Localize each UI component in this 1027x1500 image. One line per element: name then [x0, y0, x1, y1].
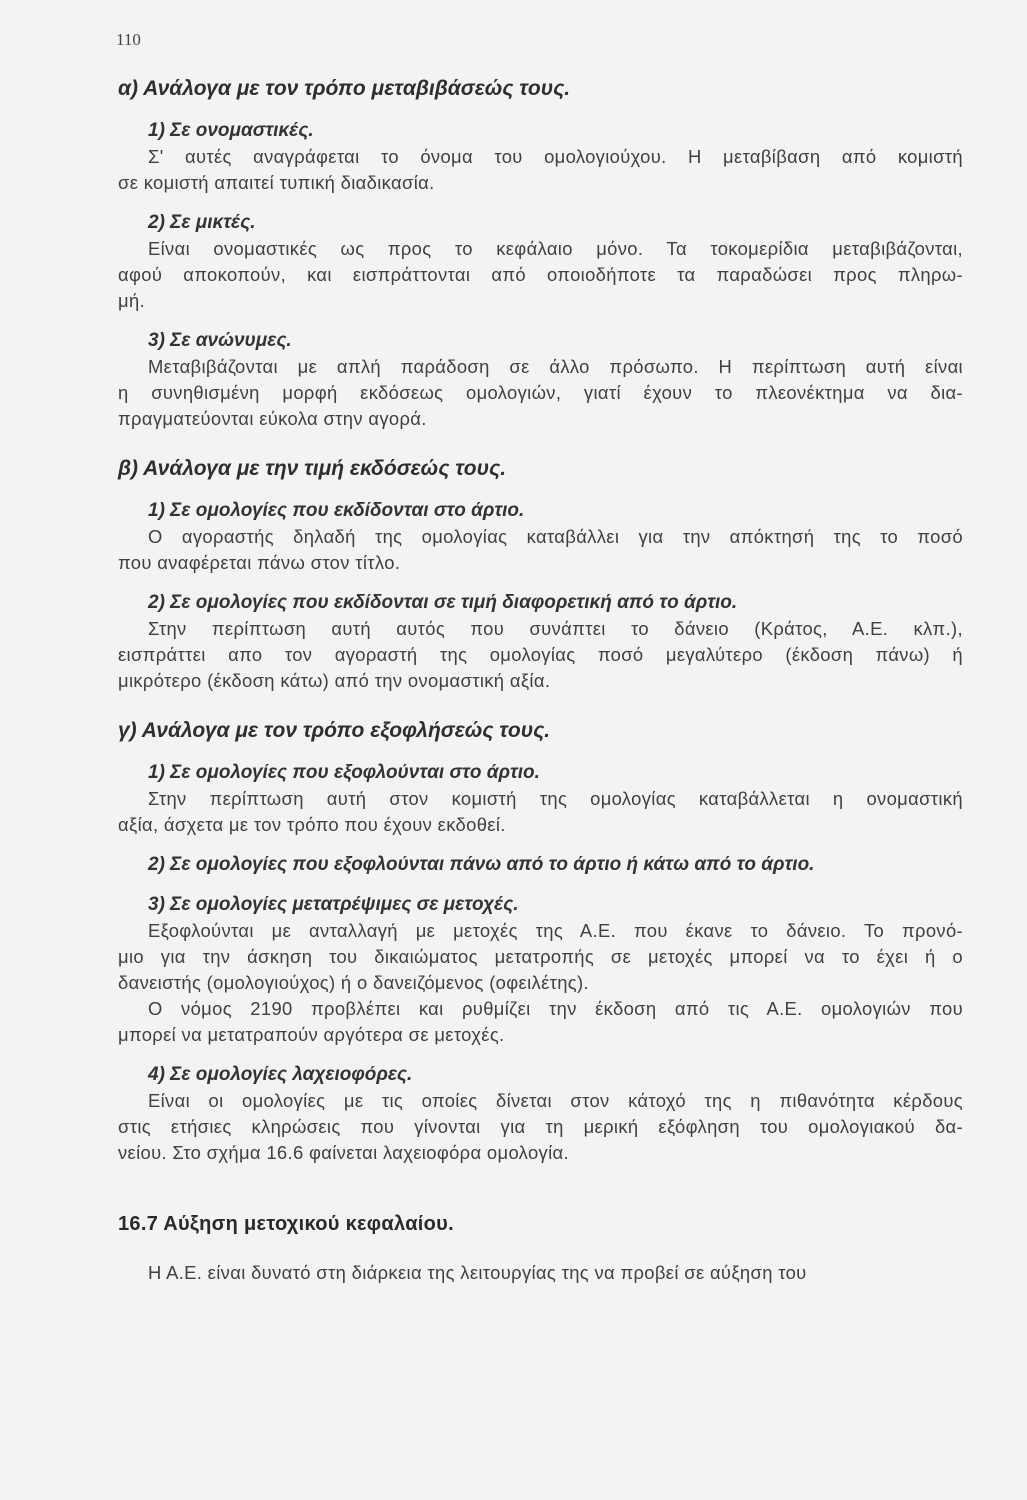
text-line: Στην περίπτωση αυτή αυτός που συνάπτει το δάνειο (Κράτος, Α.Ε. κλπ.), — [148, 618, 963, 639]
paragraph-mixed — [118, 236, 963, 314]
paragraph-registered — [118, 144, 963, 196]
subheading-non-par-issue: 2) Σε ομολογίες που εκδίδονται σε τιμή διαφορετική από το άρτιο. — [148, 592, 738, 613]
text-line: πραγματεύονται εύκολα στην αγορά. — [118, 408, 427, 429]
paragraph-non-par-issue — [118, 616, 963, 694]
subheading-at-par-redemption: 1) Σε ομολογίες που εξοφλούνται στο άρτιο. — [148, 762, 540, 783]
text-line: Στην περίπτωση αυτή στον κομιστή της ομολογίας καταβάλλεται η ονομαστική — [148, 788, 963, 809]
subheading-above-below-par: 2) Σε ομολογίες που εξοφλούνται πάνω από το άρτιο ή κάτω από το άρτιο. — [148, 854, 815, 875]
text-line: σε κομιστή απαιτεί τυπική διαδικασία. — [118, 172, 435, 193]
text-line: Η Α.Ε. είναι δυνατό στη διάρκεια της λειτουργίας της να προβεί σε αύξηση του — [148, 1262, 807, 1283]
text-line: δανειστής (ομολογιούχος) ή ο δανειζόμενος (οφειλέτης). — [118, 972, 589, 993]
text-line: Είναι ονομαστικές ως προς το κεφάλαιο μόνο. Τα τοκομερίδια μεταβιβάζονται, — [148, 238, 963, 259]
text-line: Είναι οι ομολογίες με τις οποίες δίνεται στον κάτοχό της η πιθανότητα κέρδους — [148, 1090, 963, 1111]
paragraph-at-par-issue — [118, 524, 963, 576]
page-number: 110 — [116, 30, 141, 49]
text-line: μιο για την άσκηση του δικαιώματος μετατροπής σε μετοχές μπορεί να το έχει ή ο — [118, 946, 963, 967]
text-line: Σ' αυτές αναγράφεται το όνομα του ομολογιούχου. Η μεταβίβαση από κομιστή — [148, 146, 963, 167]
text-line: Ο νόμος 2190 προβλέπει και ρυθμίζει την έκδοση από τις Α.Ε. ομολογιών που — [148, 998, 963, 1019]
text-line: στις ετήσιες κληρώσεις που γίνονται για τη μερική εξόφληση του ομολογιακού δα- — [118, 1116, 963, 1137]
text-line: η συνηθισμένη μορφή εκδόσεως ομολογιών, γιατί έχουν το πλεονέκτημα να δια- — [118, 382, 963, 403]
section-heading-gamma: γ) Ανάλογα με τον τρόπο εξοφλήσεώς τους. — [118, 719, 551, 742]
paragraph-convertible — [118, 918, 963, 1048]
text-line: Μεταβιβάζονται με απλή παράδοση σε άλλο πρόσωπο. Η περίπτωση αυτή είναι — [148, 356, 963, 377]
section-heading-alpha: α) Ανάλογα με τον τρόπο μεταβιβάσεώς τους. — [118, 77, 571, 100]
text-line: Ο αγοραστής δηλαδή της ομολογίας καταβάλλει για την απόκτησή της το ποσό — [148, 526, 963, 547]
paragraph-at-par-redemption — [118, 786, 963, 838]
paragraph-bearer — [118, 354, 963, 432]
text-line: νείου. Στο σχήμα 16.6 φαίνεται λαχειοφόρα ομολογία. — [118, 1142, 569, 1163]
text-line: μή. — [118, 290, 145, 311]
paragraph-capital-increase — [118, 1260, 963, 1286]
subheading-lottery: 4) Σε ομολογίες λαχειοφόρες. — [148, 1064, 413, 1085]
text-line: αφού αποκοπούν, και εισπράττονται από οποιοδήποτε τα παραδώσει προς πληρω- — [118, 264, 963, 285]
page-content — [118, 74, 963, 1286]
subheading-mixed: 2) Σε μικτές. — [148, 212, 256, 233]
text-line: μπορεί να μετατραπούν αργότερα σε μετοχές. — [118, 1024, 505, 1045]
subheading-bearer: 3) Σε ανώνυμες. — [148, 330, 292, 351]
paragraph-lottery — [118, 1088, 963, 1166]
text-line: που αναφέρεται πάνω στον τίτλο. — [118, 552, 401, 573]
subheading-convertible: 3) Σε ομολογίες μετατρέψιμες σε μετοχές. — [148, 894, 519, 915]
chapter-heading: 16.7 Αύξηση μετοχικού κεφαλαίου. — [118, 1213, 454, 1235]
subheading-registered: 1) Σε ονομαστικές. — [148, 120, 314, 141]
section-heading-beta: β) Ανάλογα με την τιμή εκδόσεώς τους. — [118, 457, 507, 480]
subheading-at-par-issue: 1) Σε ομολογίες που εκδίδονται στο άρτιο. — [148, 500, 525, 521]
text-line: αξία, άσχετα με τον τρόπο που έχουν εκδοθεί. — [118, 814, 506, 835]
text-line: μικρότερο (έκδοση κάτω) από την ονομαστική αξία. — [118, 670, 551, 691]
text-line: εισπράττει απο τον αγοραστή της ομολογίας ποσό μεγαλύτερο (έκδοση πάνω) ή — [118, 644, 963, 665]
text-line: Εξοφλούνται με ανταλλαγή με μετοχές της Α.Ε. που έκανε το δάνειο. Το προνό- — [148, 920, 963, 941]
